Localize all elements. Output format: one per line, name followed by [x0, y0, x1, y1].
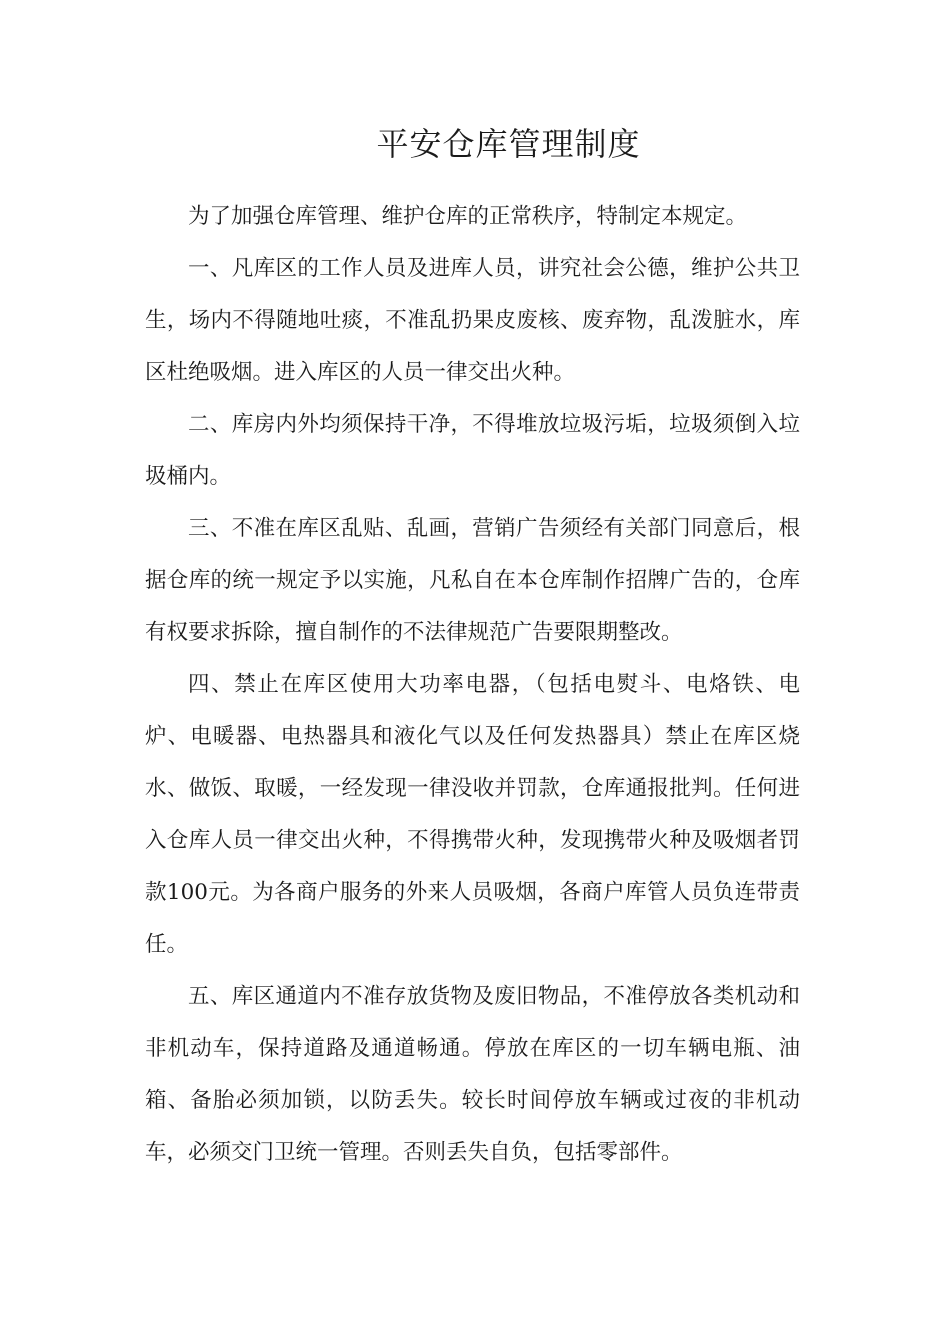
document-body	[145, 191, 800, 1179]
paragraph-rule-3: 三、不准在库区乱贴、乱画，营销广告须经有关部门同意后，根据仓库的统一规定予以实施，凡私自在本仓库制作招牌广告的，仓库有权要求拆除，擅自制作的不法律规范广告要限期整改。	[145, 516, 800, 645]
document-title: 平安仓库管理制度	[376, 125, 641, 163]
paragraph-rule-5: 五、库区通道内不准存放货物及废旧物品，不准停放各类机动和非机动车，保持道路及通道畅通。停放在库区的一切车辆电瓶、油箱、备胎必须加锁，以防丢失。较长时间停放车辆或过夜的非机动车，必须交门卫统一管理。否则丢失自负，包括零部件。	[145, 984, 800, 1165]
paragraph-rule-1: 一、凡库区的工作人员及进库人员，讲究社会公德，维护公共卫生，场内不得随地吐痰，不准乱扔果皮废核、废弃物，乱泼脏水，库区杜绝吸烟。进入库区的人员一律交出火种。	[145, 256, 800, 385]
paragraph-rule-4: 四、禁止在库区使用大功率电器，（包括电熨斗、电烙铁、电炉、电暖器、电热器具和液化气以及任何发热器具）禁止在库区烧水、做饭、取暖，一经发现一律没收并罚款，仓库通报批判。任何进入仓库人员一律交出火种，不得携带火种，发现携带火种及吸烟者罚款100元。为各商户服务的外来人员吸烟，各商户库管人员负连带责任。	[145, 672, 800, 957]
paragraph-rule-2: 二、库房内外均须保持干净，不得堆放垃圾污垢，垃圾须倒入垃圾桶内。	[145, 412, 800, 489]
paragraph-intro: 为了加强仓库管理、维护仓库的正常秩序，特制定本规定。	[188, 204, 748, 229]
